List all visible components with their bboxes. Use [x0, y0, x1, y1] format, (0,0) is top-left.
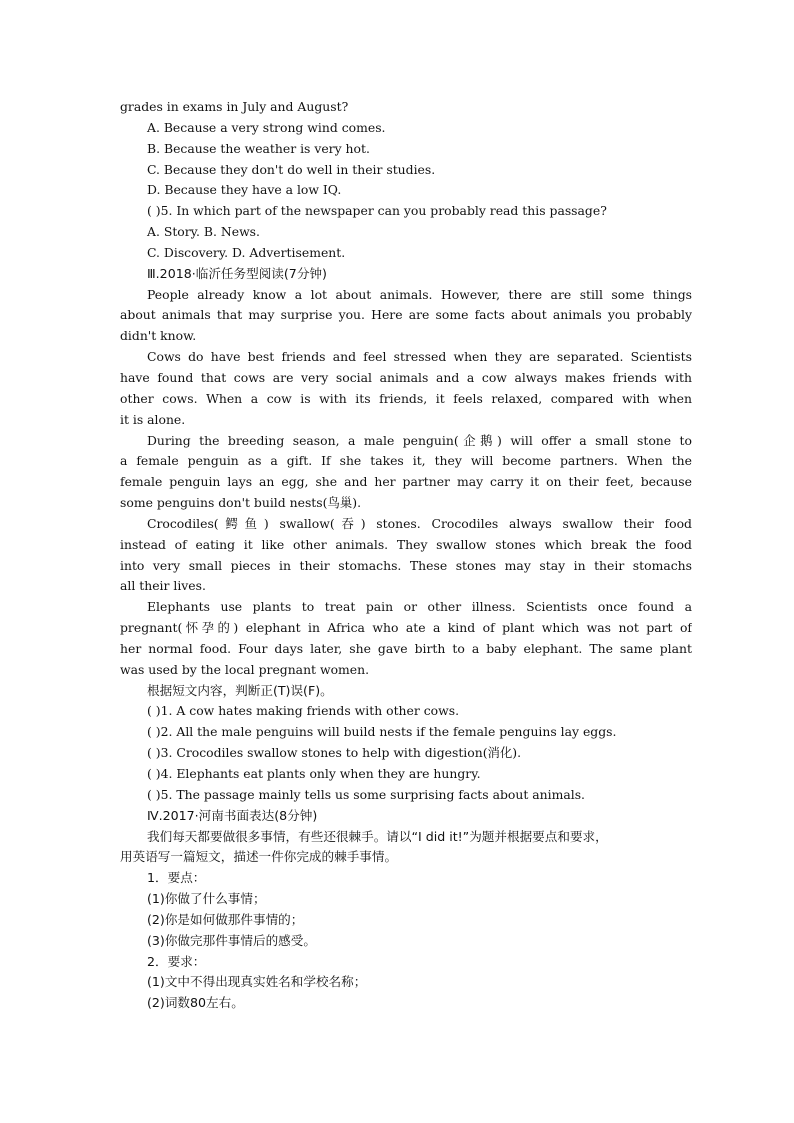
- question-5: ( )5. In which part of the newspaper can you probably read this passage?: [147, 203, 607, 219]
- options-cd: C. Discovery. D. Advertisement.: [147, 244, 346, 260]
- task-instruction: 根据短文内容，判断正(T)误(F)。: [147, 682, 333, 698]
- options-ab: A. Story. B. News.: [147, 224, 260, 240]
- passage-line: have found that cows are very social animals and a cow always makes friends with: [120, 369, 692, 385]
- option-b: B. Because the weather is very hot.: [147, 140, 370, 156]
- option-c: C. Because they don't do well in their studies.: [147, 161, 436, 177]
- passage-line: Elephants use plants to treat pain or other illness. Scientists once found a: [147, 599, 692, 615]
- passage-line: pregnant(怀孕的) elephant in Africa who ate a kind of plant which was not part of: [120, 620, 692, 636]
- writing-prompt-line: 用英语写一篇短文，描述一件你完成的棘手事情。: [120, 849, 398, 865]
- passage-line: During the breeding season, a male penguin(企鹅) will offer a small stone to: [147, 432, 692, 448]
- passage-line: instead of eating it like other animals. They swallow stones which break the food: [120, 536, 692, 552]
- passage-line: Cows do have best friends and feel stressed when they are separated. Scientists: [147, 349, 692, 365]
- key-point-2: (2)你是如何做那件事情的；: [147, 911, 304, 927]
- requirement-1: (1)文中不得出现真实姓名和学校名称；: [147, 974, 367, 990]
- passage-line: into very small pieces in their stomachs. These stones may stay in their stomachs: [120, 557, 692, 573]
- passage-line: a female penguin as a gift. If she takes it, they will become partners. When the: [120, 453, 692, 469]
- requirements-heading: 2．要求：: [147, 953, 206, 969]
- passage-line: all their lives.: [120, 578, 206, 594]
- tf-question-4: ( )4. Elephants eat plants only when they are hungry.: [147, 766, 481, 781]
- tf-question-1: ( )1. A cow hates making friends with other cows.: [147, 703, 460, 719]
- section-3-heading: Ⅲ.2018·临沂任务型阅读(7分钟): [147, 265, 327, 281]
- passage-line: her normal food. Four days later, she gave birth to a baby elephant. The same plant: [120, 640, 692, 656]
- passage-line: was used by the local pregnant women.: [120, 661, 370, 677]
- writing-prompt-line: 我们每天都要做很多事情，有些还很棘手。请以“I did it!”为题并根据要点和要求，: [147, 828, 608, 844]
- option-a: A. Because a very strong wind comes.: [147, 119, 386, 135]
- passage-line: it is alone.: [120, 411, 186, 427]
- key-point-1: (1)你做了什么事情；: [147, 891, 266, 907]
- tf-question-2: ( )2. All the male penguins will build nests if the female penguins lay eggs.: [147, 724, 617, 740]
- key-point-3: (3)你做完那件事情后的感受。: [147, 932, 316, 948]
- question-stem-continuation: grades in exams in July and August?: [120, 99, 349, 114]
- passage-line: People already know a lot about animals. However, there are still some things: [147, 286, 692, 302]
- key-points-heading: 1．要点：: [147, 870, 206, 886]
- passage-line: some penguins don't build nests(鸟巢).: [120, 495, 362, 511]
- section-4-heading: Ⅳ.2017·河南书面表达(8分钟): [147, 807, 318, 823]
- passage-line: other cows. When a cow is with its friends, it feels relaxed, compared with when: [120, 390, 692, 406]
- option-d: D. Because they have a low IQ.: [147, 182, 342, 198]
- passage-line: Crocodiles(鳄鱼) swallow(吞) stones. Crocodiles always swallow their food: [147, 515, 692, 531]
- requirement-2: (2)词数80左右。: [147, 995, 244, 1011]
- tf-question-5: ( )5. The passage mainly tells us some surprising facts about animals.: [147, 786, 585, 802]
- document-page: [120, 97, 692, 1014]
- passage-line: about animals that may surprise you. Here are some facts about animals you probably: [120, 307, 692, 323]
- passage-line: female penguin lays an egg, she and her partner may carry it on their feet, because: [120, 474, 692, 490]
- passage-line: didn't know.: [120, 328, 197, 344]
- tf-question-3: ( )3. Crocodiles swallow stones to help with digestion(消化).: [147, 745, 522, 761]
